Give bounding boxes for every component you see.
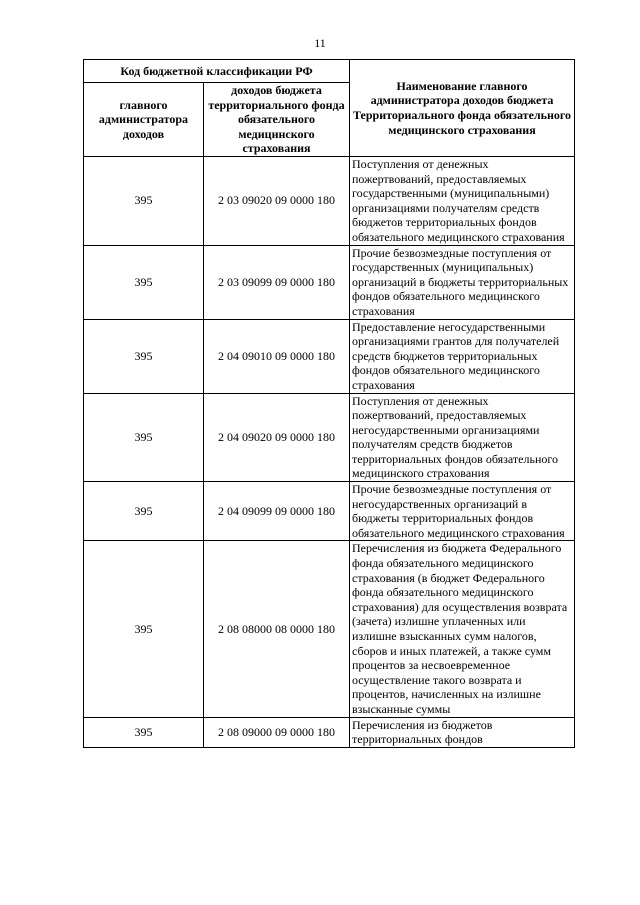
table-row: [84, 393, 575, 482]
table-row: [84, 245, 575, 319]
header-fund-income: доходов бюджета территориального фонда обязательного медицинского страхования: [204, 83, 350, 157]
income-code-cell: 2 03 09099 09 0000 180: [204, 245, 350, 319]
admin-code-cell: 395: [84, 717, 204, 747]
header-main-administrator: главного администратора доходов: [84, 83, 204, 157]
budget-classification-table: [83, 59, 575, 748]
table-row: [84, 717, 575, 747]
income-code-cell: 2 08 08000 08 0000 180: [204, 541, 350, 717]
income-name-cell: Поступления от денежных пожертвований, предоставляемых негосударственными организациями получателям средств бюджетов территориальных фондов обязательного медицинского страхования: [350, 393, 575, 482]
income-code-cell: 2 04 09010 09 0000 180: [204, 319, 350, 393]
admin-code-cell: 395: [84, 157, 204, 246]
table-row: [84, 319, 575, 393]
page-number: 11: [314, 36, 326, 50]
income-name-cell: Перечисления из бюджетов территориальных фондов: [350, 717, 575, 747]
income-name-cell: Перечисления из бюджета Федерального фонда обязательного медицинского страхования (в бюджет Федерального фонда обязательного медицинского страхования) для осуществления возврата (зачета) излишне уплаченных или излишне взысканных сумм налогов, сборов и иных платежей, а также сумм процентов за несвоевременное осуществление такого возврата и процентов, начисленных на излишне взысканные суммы: [350, 541, 575, 717]
admin-code-cell: 395: [84, 245, 204, 319]
table-row: [84, 482, 575, 541]
income-code-cell: 2 03 09020 09 0000 180: [204, 157, 350, 246]
admin-code-cell: 395: [84, 393, 204, 482]
header-budget-code-group: Код бюджетной классификации РФ: [84, 60, 350, 83]
income-code-cell: 2 04 09099 09 0000 180: [204, 482, 350, 541]
income-code-cell: 2 04 09020 09 0000 180: [204, 393, 350, 482]
income-name-cell: Предоставление негосударственными организациями грантов для получателей средств бюджетов территориальных фондов обязательного медицинского страхования: [350, 319, 575, 393]
income-code-cell: 2 08 09000 09 0000 180: [204, 717, 350, 747]
income-name-cell: Прочие безвозмездные поступления от государственных (муниципальных) организаций в бюджеты территориальных фондов обязательного медицинского страхования: [350, 245, 575, 319]
table-row: [84, 541, 575, 717]
header-administrator-name: Наименование главного администратора доходов бюджета Территориального фонда обязательного медицинского страхования: [350, 60, 575, 157]
income-name-cell: Прочие безвозмездные поступления от негосударственных организаций в бюджеты территориальных фондов обязательного медицинского страхования: [350, 482, 575, 541]
admin-code-cell: 395: [84, 319, 204, 393]
admin-code-cell: 395: [84, 482, 204, 541]
income-name-cell: Поступления от денежных пожертвований, предоставляемых государственными (муниципальными) организациями получателям средств бюджетов территориальных фондов обязательного медицинского страхования: [350, 157, 575, 246]
table-row: [84, 157, 575, 246]
admin-code-cell: 395: [84, 541, 204, 717]
